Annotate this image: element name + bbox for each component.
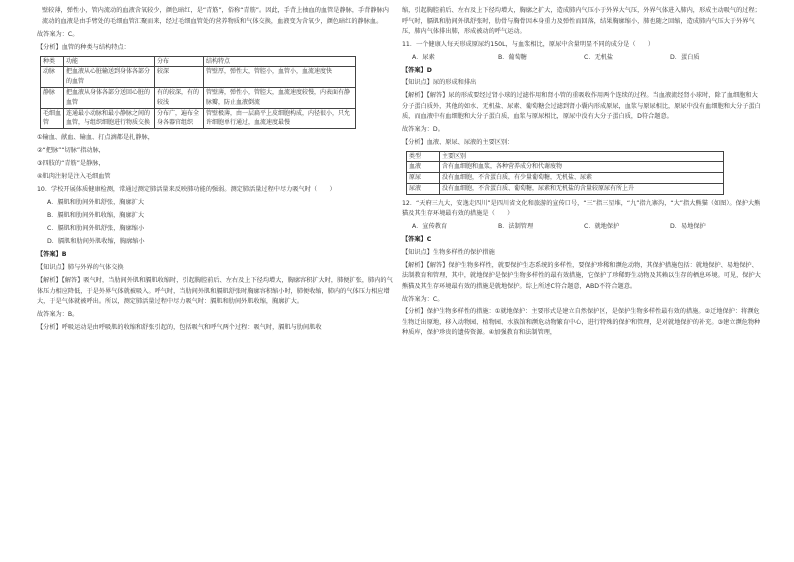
explanation: 【解析】【解答】尿的形成要经过肾小球的过滤作用和肾小管的重吸收作用两个连续的过程。当血液流经肾小球时，除了血细胞和大分子蛋白质外，其他的如水、无机盐、尿素、葡萄糖会过滤到肾小囊内形成原尿，血浆与原尿相比，原尿中没有血细胞和大分子蛋白质，而血液中有血细胞和大分子蛋白质，血浆与原尿相比，原尿中没有大分子蛋白质，D符合题意。 — [402, 92, 761, 121]
knowledge-point: 【知识点】肺与外界的气体交换 — [37, 263, 124, 271]
analysis: 【分析】呼吸运动是由呼吸肌的收缩和舒张引起的，包括吸气和呼气两个过程：吸气时，膈肌与肋间肌收 — [37, 324, 322, 332]
explanation: 【解析】【解答】吸气时，当肋间外肌和膈肌收缩时，引起胸腔前后、左右及上下径均增大，胸廓容积扩大时，肺便扩张，肺内的气体压力相应降低，于是外界气体就被吸入。呼气时，当肋间外肌和膈肌舒张时胸廓容积缩小时，肺便收缩，肺内的气体压力相应增大，于是气体就被呼出。所以，测定肺活量过程中尽力吸气时：膈肌和肋间外肌收缩，胸廓扩大。 — [37, 276, 393, 306]
table-row — [41, 87, 356, 108]
question-11: 11．一个健康人每天形成原尿约150L，与血浆相比，原尿中含量明显不同的成分是（ ） — [402, 40, 655, 48]
option-c: C．就地保护 — [584, 223, 620, 231]
answer-label: 【答案】B — [37, 250, 67, 258]
paragraph: 缩，引起胸腔前后、左右及上下径均增大，胸廓之扩大，造成肺内气压小于外界大气压，外界气体进入肺内，形成主动吸气的过程；呼气时，膈肌和肋间外肌舒张时，肋骨与胸骨因本身重力及弹性而回落，结果胸廓缩小，肺也随之回缩，造成肺内气压大于外界气压，肺内气体排出肺，形成被动的呼气运动。 — [402, 7, 761, 36]
option-d: D．膈肌和肋间外肌收缩，胸廓缩小 — [47, 238, 145, 245]
table-cell: 管壁厚，弹性大，管腔小，血管小，血流速度快 — [204, 67, 356, 88]
left-column — [37, 6, 395, 336]
table-cell: 含有血细胞和血浆，各种营养成分和代谢废物 — [440, 162, 724, 173]
option-d: D．蛋白质 — [670, 53, 700, 61]
option-b: B．葡萄糖 — [498, 53, 527, 61]
analysis-heading: 【分析】血管的种类与结构特点： — [37, 43, 130, 51]
paragraph: 壁较薄，弹性小，管内流动的血液含氧较少，颜色暗红，是“青筋”，俗称“青筋”。因此，手背上抽血的血管是静脉，手背静脉内流动的血液是由手臂处的毛细血管汇聚而来，经过毛细血管处的营养物质和气体交换，血液变为含氧少，颜色暗红的静脉血。 — [42, 7, 389, 25]
table-cell: 没有血细胞，不含蛋白质，有少量葡萄糖，无机盐、尿素 — [440, 173, 724, 184]
note-line: ①输血、献血、输血、打点滴都是扎静脉， — [37, 134, 154, 142]
analysis-heading: 【分析】血液、原尿、尿液的主要区别： — [402, 138, 514, 146]
explanation: 【解析】【解答】保护生物多样性，就要保护生态系统的多样性，要保护珍稀和濒危动物，其保护措施包括：就地保护、易地保护、法制教育和管理，其中，就地保护是保护生物多样性的最有效措施，它保护了珍稀野生动物及其赖以生存的栖息环境。可见，保护大熊猫及其生存环境最有效的措施是就地保护。综上所述C符合题意，ABD不符合题意。 — [402, 261, 761, 290]
option-b: B．膈肌和肋间外肌收缩，胸廓扩大 — [47, 212, 145, 220]
table-cell: 较深 — [155, 67, 204, 88]
table-header-row — [41, 56, 356, 67]
table-row — [41, 108, 356, 129]
table-header-row — [407, 151, 724, 162]
question-12: 12．“天府三九大，安逸走四川”是四川省文化和旅游的宣传口号，“三”指三星堆，“九”指九寨沟，“大”指大熊猫（如图）。保护大熊猫及其生存环境最有效的措施是（ ） — [402, 199, 761, 218]
table-row — [407, 173, 724, 184]
option-c: C．膈肌和肋间外肌舒张，胸廓缩小 — [47, 225, 145, 233]
table-cell: 管壁极薄，由一层扁平上皮细胞构成，内径很小，只允许细胞单行通过，血流速度最慢 — [204, 108, 356, 129]
table-cell: 把血液从身体各部分送回心脏的血管 — [64, 87, 155, 108]
table-header-cell: 类型 — [407, 151, 440, 162]
answer-line: 故答案为：D。 — [402, 126, 444, 134]
vessel-table — [40, 56, 356, 130]
right-column — [402, 6, 762, 341]
answer-label: 【答案】D — [402, 66, 432, 74]
table-cell: 有的较深，有的较浅 — [155, 87, 204, 108]
table-row — [41, 67, 356, 88]
analysis: 【分析】保护生物多样性的措施：①就地保护：主要形式是建立自然保护区，是保护生物多样性最有效的措施。②迁地保护：将濒危生物迁出原地，移入动物园、植物园、水族馆和濒危动物繁育中心，进行特殊的保护和管理，是对就地保护的补充。③建立濒危物种种质库，保护珍贵的遗传资源。④加强教育和法制管理， — [402, 308, 761, 337]
option-c: C．无机盐 — [584, 53, 614, 61]
table-cell: 血液 — [407, 162, 440, 173]
option-a: A．尿素 — [412, 53, 435, 61]
table-header-cell: 结构特点 — [204, 56, 356, 67]
table-cell: 毛细血管 — [41, 108, 64, 129]
table-cell: 连通最小动脉和最小静脉之间的血管，与组织细胞进行物质交换 — [64, 108, 155, 129]
table-cell: 分布广，遍布全身各器官组织 — [155, 108, 204, 129]
answer-line: 故答案为：C。 — [37, 30, 79, 38]
option-a: A．宣传教育 — [412, 223, 448, 231]
option-a: A．膈肌和肋间外肌舒张，胸廓扩大 — [47, 199, 145, 207]
table-row — [407, 162, 724, 173]
knowledge-point: 【知识点】生物多样性的保护措施 — [402, 248, 495, 256]
table-cell: 原尿 — [407, 173, 440, 184]
answer-line: 故答案为：C。 — [402, 295, 444, 303]
table-cell: 动脉 — [41, 67, 64, 88]
table-cell: 尿液 — [407, 184, 440, 195]
table-cell: 管壁薄，弹性小，管腔大，血流速度较慢，内表面有静脉瓣，防止血液倒流 — [204, 87, 356, 108]
table-cell: 没有血细胞，不含蛋白质、葡萄糖，尿素和无机盐的含量较原尿有所上升 — [440, 184, 724, 195]
note-line: ④肌肉注射是注入毛细血管 — [37, 173, 111, 181]
table-cell: 静脉 — [41, 87, 64, 108]
table-row — [407, 184, 724, 195]
options-row — [402, 53, 762, 64]
option-b: B．法制管理 — [498, 223, 534, 231]
table-header-cell: 分布 — [155, 56, 204, 67]
note-line: ②“把脉”“切脉”指动脉， — [37, 147, 105, 155]
option-d: D．易地保护 — [670, 223, 706, 231]
table-header-cell: 种类 — [41, 56, 64, 67]
table-cell: 把血液从心脏输送到身体各部分的血管 — [64, 67, 155, 88]
answer-label: 【答案】C — [402, 235, 432, 243]
knowledge-point: 【知识点】尿的形成和排出 — [402, 79, 477, 87]
options-row — [402, 222, 762, 233]
table-header-cell: 主要区别 — [440, 151, 724, 162]
answer-line: 故答案为：B。 — [37, 311, 79, 319]
table-header-cell: 功能 — [64, 56, 155, 67]
urine-table — [406, 151, 724, 195]
question-10: 10．学校开展体质健康检测，常通过测定肺活量来反映肺功能的强弱。测定肺活量过程中尽力吸气时（ ） — [37, 186, 336, 194]
note-line: ③四肢的“青筋”是静脉， — [37, 160, 105, 168]
